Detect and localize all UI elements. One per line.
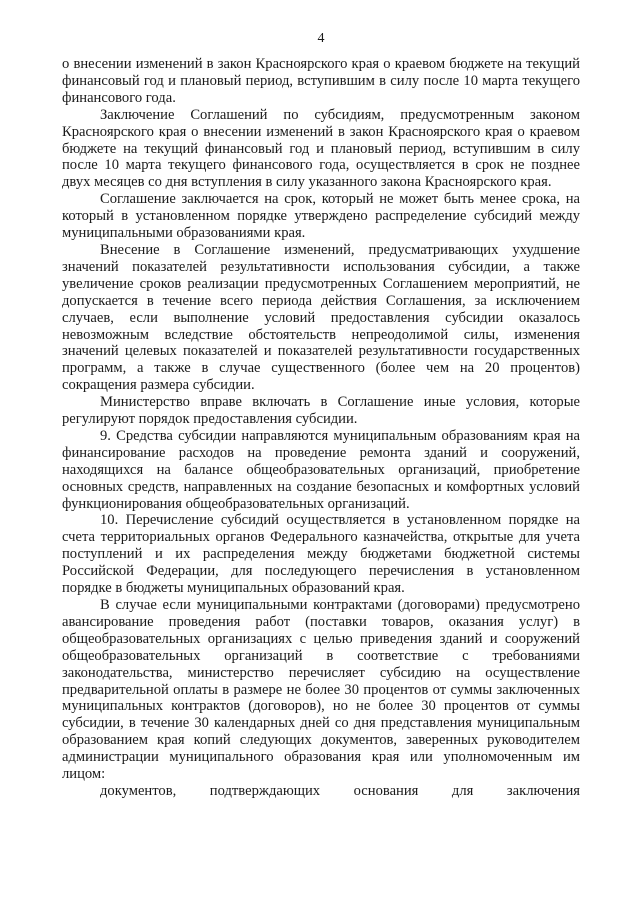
paragraph: о внесении изменений в закон Красноярского края о краевом бюджете на текущий финансовый год и плановый период, вступившим в силу после 10 марта текущего финансового года. — [62, 56, 580, 106]
paragraph: Внесение в Соглашение изменений, предусматривающих ухудшение значений показателей результативности использования субсидии, а также увеличение сроков реализации предусмотренных Соглашением мероприятий, не допускается в течение всего периода действия Соглашения, за исключением случаев, если выполнение условий предоставления субсидии оказалось невозможным вследствие обстоятельств непреодолимой силы, изменения значений целевых показателей и показателей результативности государственных программ, а также в случае существенного (более чем на 20 процентов) сокращения размера субсидии. — [62, 241, 580, 394]
page-number: 4 — [317, 31, 325, 46]
document-body — [62, 56, 580, 800]
paragraph: Заключение Соглашений по субсидиям, предусмотренным законом Красноярского края о внесении изменений в закон Красноярского края о краевом бюджете на текущий финансовый год и плановый период, вступившим в силу после 10 марта текущего финансового года, осуществляется в срок не позднее двух месяцев со дня вступления в силу указанного закона Красноярского края. — [62, 106, 580, 191]
paragraph: Соглашение заключается на срок, который не может быть менее срока, на который в установленном порядке утверждено распределение субсидий между муниципальными образованиями края. — [62, 191, 580, 242]
paragraph: 10. Перечисление субсидий осуществляется в установленном порядке на счета территориальных органов Федерального казначейства, открытые для учета поступлений и их распределения между бюджетами бюджетной системы Российской Федерации, для последующего перечисления в установленном порядке в бюджеты муниципальных образований края. — [62, 512, 580, 597]
paragraph: Министерство вправе включать в Соглашение иные условия, которые регулируют порядок предоставления субсидии. — [62, 394, 580, 428]
paragraph: 9. Средства субсидии направляются муниципальным образованиям края на финансирование расходов на проведение ремонта зданий и сооружений, находящихся на балансе общеобразовательных организаций, приобретение основных средств, направленных на создание безопасных и комфортных условий функционирования общеобразовательных организаций. — [62, 427, 580, 512]
paragraph: В случае если муниципальными контрактами (договорами) предусмотрено авансирование проведения работ (поставки товаров, оказания услуг) в общеобразовательных организациях с целью приведения зданий и сооружений общеобразовательных организаций в соответствие с требованиями законодательства, министерство перечисляет субсидию на осуществление предварительной оплаты в размере не более 30 процентов от суммы заключенных муниципальных контрактов (договоров), но не более 30 процентов от суммы субсидии, в течение 30 календарных дней со дня представления муниципальным образованием края копий следующих документов, заверенных руководителем администрации муниципального образования края или уполномоченным им лицом: — [62, 597, 580, 783]
paragraph: документов, подтверждающих основания для заключения — [100, 782, 580, 799]
